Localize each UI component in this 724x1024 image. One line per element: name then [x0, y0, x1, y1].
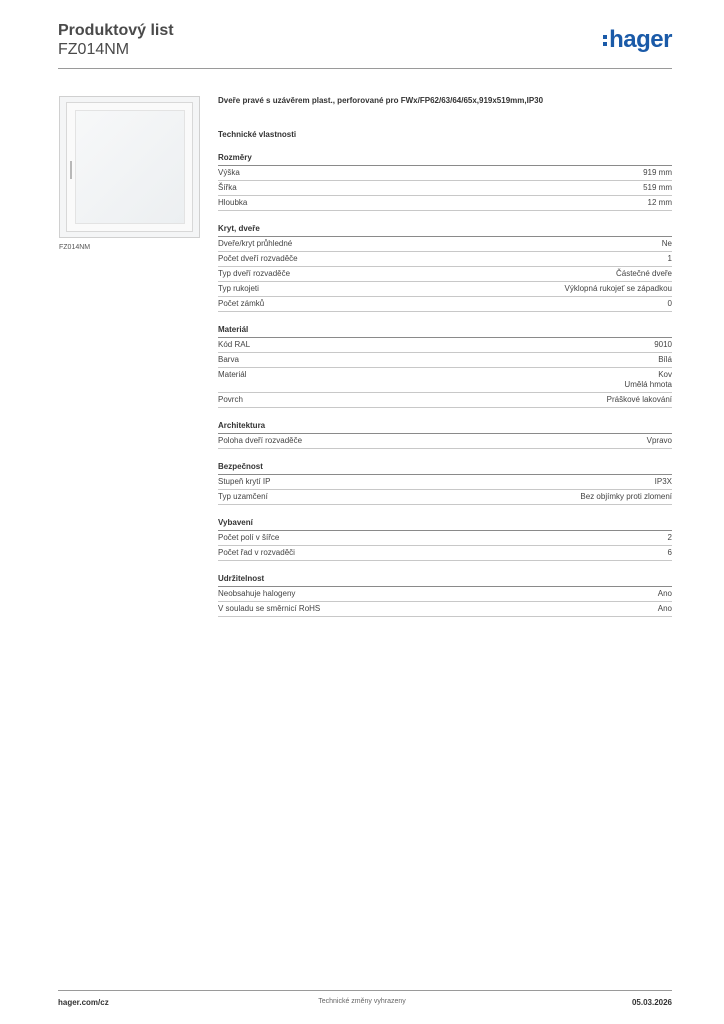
property-value-line: 2: [667, 533, 672, 542]
property-group: [218, 518, 672, 561]
property-label: Kód RAL: [218, 340, 251, 349]
property-label: Počet dveří rozvaděče: [218, 254, 298, 263]
page-header: [58, 22, 174, 59]
property-value-line: 12 mm: [647, 198, 672, 207]
group-title: Vybavení: [218, 518, 672, 531]
property-value-line: Práškové lakování: [606, 395, 672, 404]
property-label: Poloha dveří rozvaděče: [218, 436, 303, 445]
property-row: [218, 546, 672, 561]
property-row: [218, 602, 672, 617]
door-frame: [66, 102, 193, 232]
property-value-line: Částečné dveře: [615, 269, 672, 278]
property-label: Hloubka: [218, 198, 248, 207]
group-title: Materiál: [218, 325, 672, 338]
property-value-line: 919 mm: [643, 168, 672, 177]
property-label: Typ rukojeti: [218, 284, 259, 293]
property-value: [658, 604, 672, 614]
hager-logo: [603, 28, 672, 52]
property-row: [218, 434, 672, 449]
property-row: [218, 181, 672, 196]
property-value-line: Bez objímky proti zlomení: [580, 492, 672, 501]
product-image-caption: FZ014NM: [59, 244, 91, 251]
property-value: [668, 533, 672, 543]
property-value: [616, 269, 672, 279]
property-row: [218, 282, 672, 297]
property-label: Stupeň krytí IP: [218, 477, 271, 486]
property-row: [218, 267, 672, 282]
property-label: Počet řad v rozvaděči: [218, 548, 295, 557]
property-label: Šířka: [218, 183, 237, 192]
property-value-line: Kov: [658, 370, 672, 379]
property-row: [218, 531, 672, 546]
property-value: [658, 589, 672, 599]
property-value-line: Ano: [657, 589, 672, 598]
property-value: [564, 284, 672, 294]
footer-website-link[interactable]: hager.com/cz: [58, 998, 109, 1007]
property-label: Počet zámků: [218, 299, 265, 308]
property-label: V souladu se směrnicí RoHS: [218, 604, 321, 613]
group-title: Kryt, dveře: [218, 224, 672, 237]
property-value-line: Výklopná rukojeť se západkou: [564, 284, 672, 293]
property-value: [580, 492, 672, 502]
product-code-title: FZ014NM: [58, 41, 130, 58]
property-value-line: Ne: [661, 239, 672, 248]
property-label: Typ dveří rozvaděče: [218, 269, 291, 278]
property-row: [218, 196, 672, 211]
property-label: Neobsahuje halogeny: [218, 589, 296, 598]
property-value: [643, 168, 672, 178]
property-value: [647, 436, 672, 446]
footer-date: 05.03.2026: [631, 998, 672, 1007]
property-label: Typ uzamčení: [218, 492, 268, 501]
property-value: [654, 340, 672, 350]
group-title: Udržitelnost: [218, 574, 672, 587]
page-title: Produktový list: [58, 22, 174, 39]
property-group: [218, 421, 672, 449]
product-description: Dveře pravé s uzávěrem plast., perforované pro FWx/FP62/63/64/65x,919x519mm,IP30: [218, 96, 544, 105]
door-perforated-panel: [75, 110, 185, 224]
property-value-line: Vpravo: [646, 436, 672, 445]
footer-divider: [58, 990, 672, 991]
property-row: [218, 353, 672, 368]
group-title: Rozměry: [218, 153, 672, 166]
property-row: [218, 237, 672, 252]
group-title: Bezpečnost: [218, 462, 672, 475]
property-label: Dveře/kryt průhledné: [218, 239, 293, 248]
property-label: Výška: [218, 168, 240, 177]
property-value: [658, 355, 672, 365]
product-content: [218, 96, 672, 617]
property-row: [218, 475, 672, 490]
product-image: [59, 96, 200, 238]
logo-dots-icon: [603, 35, 607, 46]
property-row: [218, 338, 672, 353]
group-title: Architektura: [218, 421, 672, 434]
footer-disclaimer: Technické změny vyhrazeny: [318, 998, 406, 1005]
property-group: [218, 224, 672, 312]
property-label: Materiál: [218, 370, 247, 379]
property-row: [218, 587, 672, 602]
property-value-line: IP3X: [654, 477, 672, 486]
property-value: [668, 548, 672, 558]
property-row: [218, 393, 672, 408]
property-value-line: 0: [667, 299, 672, 308]
property-row: [218, 166, 672, 181]
properties-groups: [218, 153, 672, 617]
property-value-line: Umělá hmota: [624, 380, 672, 389]
property-label: Povrch: [218, 395, 243, 404]
property-group: [218, 574, 672, 617]
door-handle-icon: [70, 161, 72, 179]
property-value-line: 1: [667, 254, 672, 263]
property-value: [662, 239, 672, 249]
property-row: [218, 490, 672, 505]
property-group: [218, 153, 672, 211]
property-value-line: 9010: [654, 340, 672, 349]
property-group: [218, 462, 672, 505]
section-title: Technické vlastnosti: [218, 130, 297, 139]
property-label: Barva: [218, 355, 239, 364]
property-group: [218, 325, 672, 408]
property-label: Počet polí v šířce: [218, 533, 280, 542]
header-divider: [58, 68, 672, 69]
property-value: [648, 198, 672, 208]
property-value-line: 6: [667, 548, 672, 557]
property-row: [218, 297, 672, 312]
property-value: [668, 254, 672, 264]
logo-text: hager: [609, 26, 672, 53]
property-value: [668, 299, 672, 309]
property-value-line: Ano: [657, 604, 672, 613]
property-value: [607, 395, 672, 405]
property-value: [624, 370, 672, 390]
property-value-line: 519 mm: [643, 183, 672, 192]
property-row: [218, 368, 672, 393]
property-value-line: Bílá: [658, 355, 672, 364]
property-row: [218, 252, 672, 267]
property-value: [643, 183, 672, 193]
property-value: [655, 477, 672, 487]
